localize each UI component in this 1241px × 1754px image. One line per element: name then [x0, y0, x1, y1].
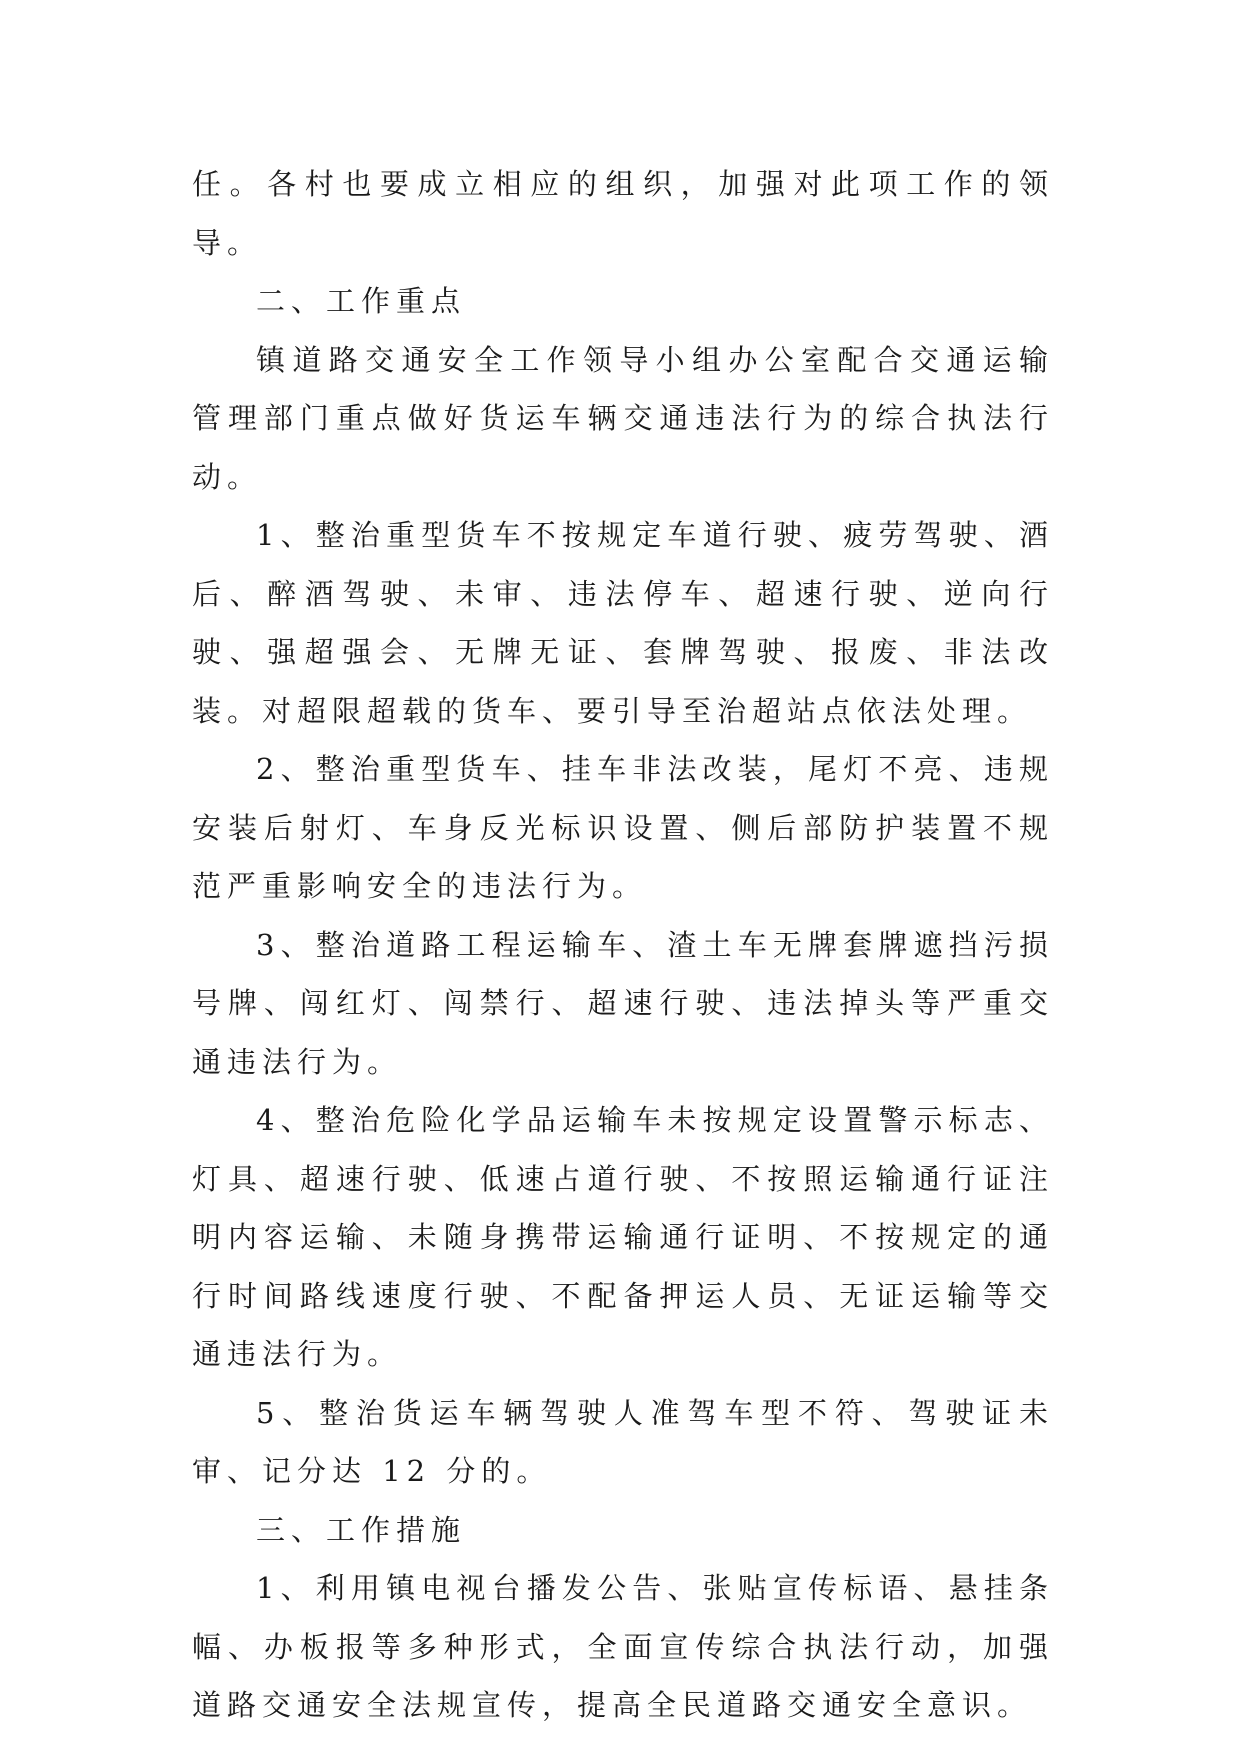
list-item-4: 4、整治危险化学品运输车未按规定设置警示标志、灯具、超速行驶、低速占道行驶、不按照运输通行证注明内容运输、未随身携带运输通行证明、不按规定的通行时间路线速度行驶、不配备押运人员、无证运输等交通违法行为。 — [192, 1103, 1054, 1371]
paragraph-continuation: 任。各村也要成立相应的组织，加强对此项工作的领导。 — [192, 167, 1054, 260]
list-item-3: 3、整治道路工程运输车、渣土车无牌套牌遮挡污损号牌、闯红灯、闯禁行、超速行驶、违法掉头等严重交通违法行为。 — [192, 927, 1054, 1079]
section-heading-work-measures: 三、工作措施 — [256, 1512, 467, 1547]
list-item-2: 2、整治重型货车、挂车非法改装，尾灯不亮、违规安装后射灯、车身反光标识设置、侧后部防护装置不规范严重影响安全的违法行为。 — [192, 752, 1054, 903]
section-heading-work-focus: 二、工作重点 — [256, 284, 467, 318]
document-body — [192, 155, 1054, 1735]
paragraph-intro: 镇道路交通安全工作领导小组办公室配合交通运输管理部门重点做好货运车辆交通违法行为的综合执法行动。 — [192, 342, 1054, 494]
list-item-5: 5、整治货运车辆驾驶人准驾车型不符、驾驶证未审、记分达 12 分的。 — [192, 1395, 1054, 1488]
list-item-1: 1、整治重型货车不按规定车道行驶、疲劳驾驶、酒后、醉酒驾驶、未审、违法停车、超速行驶、逆向行驶、强超强会、无牌无证、套牌驾驶、报废、非法改装。对超限超载的货车、要引导至治超站点依法处理。 — [192, 518, 1054, 728]
measure-item-1: 1、利用镇电视台播发公告、张贴宣传标语、悬挂条幅、办板报等多种形式，全面宣传综合执法行动，加强道路交通安全法规宣传，提高全民道路交通安全意识。 — [192, 1571, 1054, 1722]
